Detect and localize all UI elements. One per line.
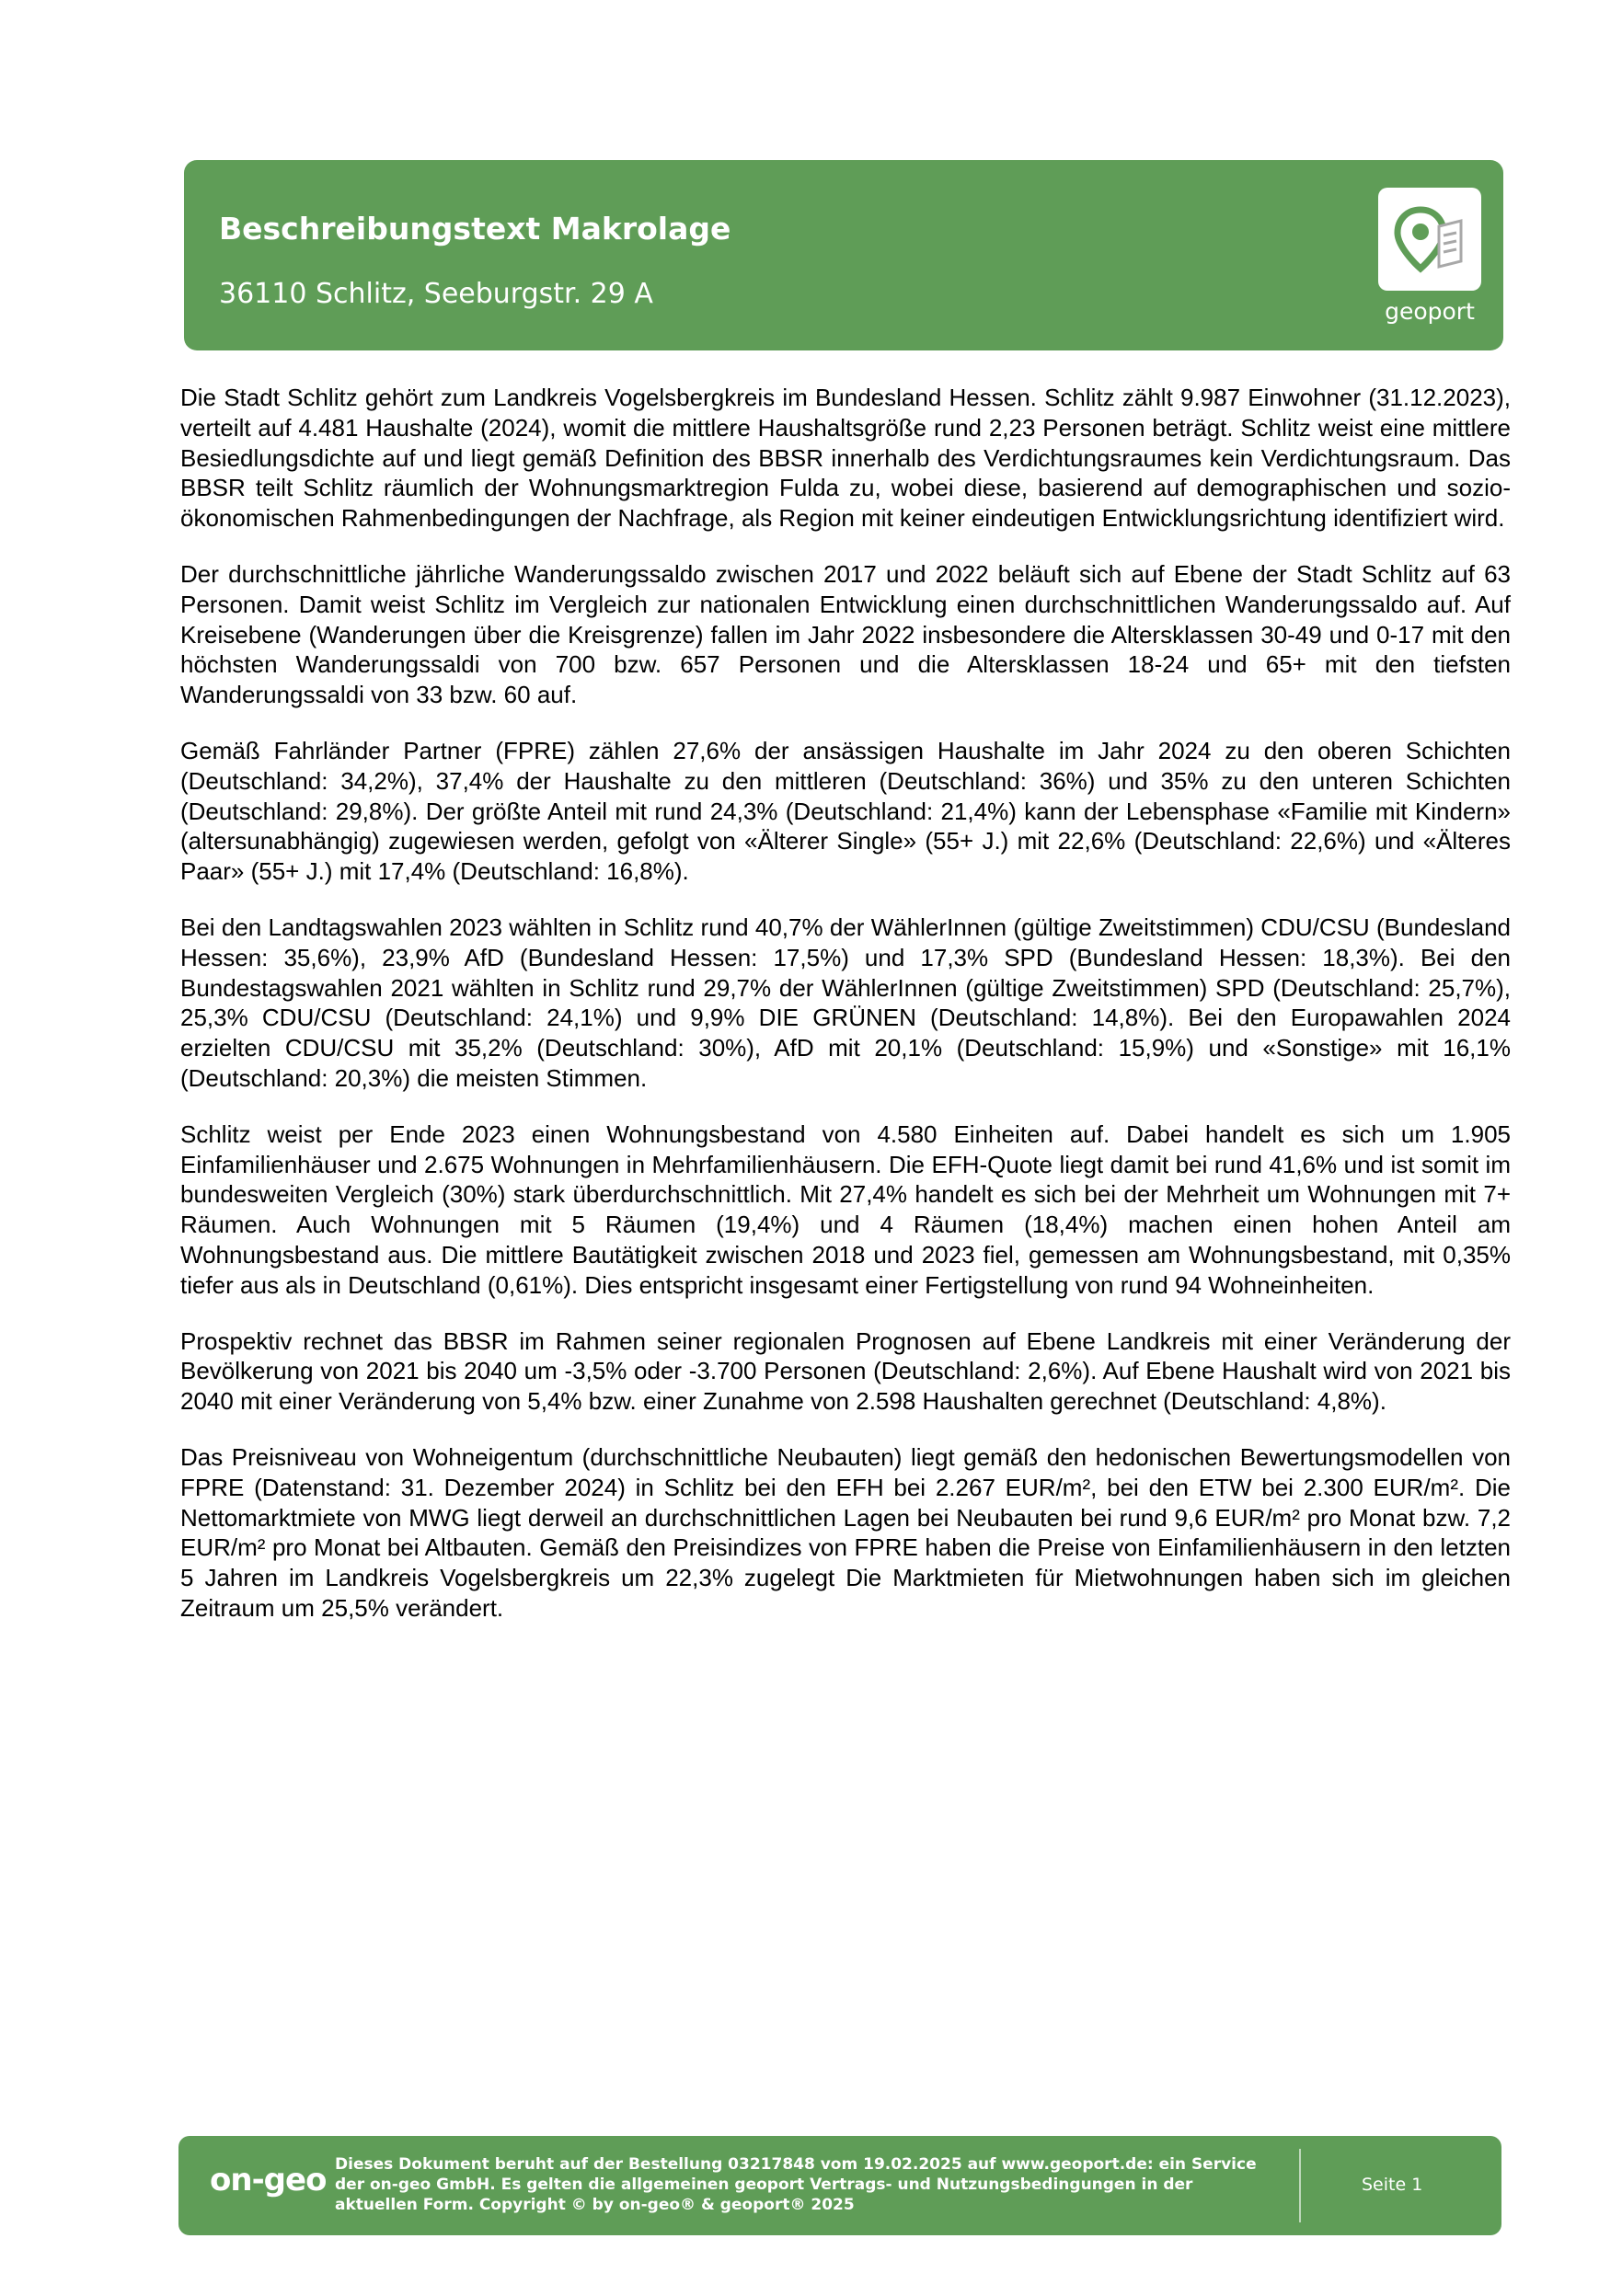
geoport-logo-text: geoport: [1385, 298, 1475, 325]
address-subtitle: 36110 Schlitz, Seeburgstr. 29 A: [219, 278, 653, 310]
page-number: Seite 1: [1362, 2175, 1423, 2195]
description-body: [180, 383, 1511, 1649]
paragraph-housing-stock: Schlitz weist per Ende 2023 einen Wohnungsbestand von 4.580 Einheiten auf. Dabei handelt es sich um 1.905 Einfamilienhäuser und 2.675 Wohnungen in Mehrfamilienhäusern. Die EFH-Quote liegt damit bei rund 41,6% und ist somit im bundesweiten Vergleich (30%) stark überdurchschnittlich. Mit 27,4% handelt es sich bei der Mehrheit um Wohnungen mit 7+ Räumen. Auch Wohnungen mit 5 Räumen (19,4%) und 4 Räumen (18,4%) machen einen hohen Anteil am Wohnungsbestand aus. Die mittlere Bautätigkeit zwischen 2018 und 2023 fiel, gemessen am Wohnungsbestand, mit 0,35% tiefer aus als in Deutschland (0,61%). Dies entspricht insgesamt einer Fertigstellung von rund 94 Wohneinheiten.: [180, 1119, 1511, 1299]
paragraph-forecast: Prospektiv rechnet das BBSR im Rahmen seiner regionalen Prognosen auf Ebene Landkreis mit einer Veränderung der Bevölkerung von 2021 bis 2040 um -3,5% oder -3.700 Personen (Deutschland: 2,6%). Auf Ebene Haushalt wird von 2021 bis 2040 mit einer Veränderung von 5,4% bzw. einer Zunahme von 2.598 Haushalten gerechnet (Deutschland: 4,8%).: [180, 1326, 1511, 1416]
footer-disclaimer: Dieses Dokument beruht auf der Bestellung 03217848 vom 19.02.2025 auf www.geoport.de: ein Service der on-geo GmbH. Es gelten die allgemeinen geoport Vertrags- und Nutzungsbedingungen in der aktuellen Form. Copyright © by on-geo® & geoport® 2025: [335, 2155, 1257, 2214]
geoport-logo-icon: [1378, 188, 1481, 291]
document-footer: [178, 2136, 1501, 2235]
paragraph-prices: Das Preisniveau von Wohneigentum (durchschnittliche Neubauten) liegt gemäß den hedonischen Bewertungsmodellen von FPRE (Datenstand: 31. Dezember 2024) in Schlitz bei den EFH bei 2.267 EUR/m², bei den ETW bei 2.300 EUR/m². Die Nettomarktmiete von MWG liegt derweil an durchschnittlichen Lagen bei Neubauten bei rund 9,6 EUR/m² pro Monat bzw. 7,2 EUR/m² pro Monat bei Altbauten. Gemäß den Preisindizes von FPRE haben die Preise von Einfamilienhäusern in den letzten 5 Jahren im Landkreis Vogelsbergkreis um 22,3% zugelegt Die Marktmieten für Mietwohnungen haben sich im gleichen Zeitraum um 25,5% verändert.: [180, 1442, 1511, 1622]
on-geo-logo: on-geo: [210, 2162, 327, 2198]
document-header: [184, 160, 1503, 350]
paragraph-households: Gemäß Fahrländer Partner (FPRE) zählen 27,6% der ansässigen Haushalte im Jahr 2024 zu den oberen Schichten (Deutschland: 34,2%), 37,4% der Haushalte zu den mittleren (Deutschland: 36%) und 35% zu den unteren Schichten (Deutschland: 29,8%). Der größte Anteil mit rund 24,3% (Deutschland: 21,4%) kann der Lebensphase «Familie mit Kindern» (altersunabhängig) zugewiesen werden, gefolgt von «Älterer Single» (55+ J.) mit 22,6% (Deutschland: 22,6%) und «Älteres Paar» (55+ J.) mit 17,4% (Deutschland: 16,8%).: [180, 736, 1511, 886]
footer-divider: [1299, 2149, 1301, 2222]
paragraph-migration: Der durchschnittliche jährliche Wanderungssaldo zwischen 2017 und 2022 beläuft sich auf Ebene der Stadt Schlitz auf 63 Personen. Damit weist Schlitz im Vergleich zur nationalen Entwicklung einen durchschnittlichen Wanderungssaldo auf. Auf Kreisebene (Wanderungen über die Kreisgrenze) fallen im Jahr 2022 insbesondere die Altersklassen 30-49 und 0-17 mit den höchsten Wanderungssaldi von 700 bzw. 657 Personen und die Altersklassen 18-24 und 65+ mit den tiefsten Wanderungssaldi von 33 bzw. 60 auf.: [180, 559, 1511, 709]
paragraph-population: Die Stadt Schlitz gehört zum Landkreis Vogelsbergkreis im Bundesland Hessen. Schlitz zählt 9.987 Einwohner (31.12.2023), verteilt auf 4.481 Haushalte (2024), womit die mittlere Haushaltsgröße rund 2,23 Personen beträgt. Schlitz weist eine mittlere Besiedlungsdichte auf und liegt gemäß Definition des BBSR innerhalb des Verdichtungsraumes kein Verdichtungsraum. Das BBSR teilt Schlitz räumlich der Wohnungsmarktregion Fulda zu, wobei diese, basierend auf demographischen und sozio-ökonomischen Rahmenbedingungen der Nachfrage, als Region mit keiner eindeutigen Entwicklungsrichtung identifiziert wird.: [180, 384, 1511, 533]
page-title: Beschreibungstext Makrolage: [219, 211, 731, 247]
paragraph-elections: Bei den Landtagswahlen 2023 wählten in Schlitz rund 40,7% der WählerInnen (gültige Zweitstimmen) CDU/CSU (Bundesland Hessen: 35,6%), 23,9% AfD (Bundesland Hessen: 17,5%) und 17,3% SPD (Bundesland Hessen: 18,3%). Bei den Bundestagswahlen 2021 wählten in Schlitz rund 29,7% der WählerInnen (gültige Zweitstimmen) SPD (Deutschland: 25,7%), 25,3% CDU/CSU (Deutschland: 24,1%) und 9,9% DIE GRÜNEN (Deutschland: 14,8%). Bei den Europawahlen 2024 erzielten CDU/CSU mit 35,2% (Deutschland: 30%), AfD mit 20,1% (Deutschland: 15,9%) und «Sonstige» mit 16,1% (Deutschland: 20,3%) die meisten Stimmen.: [180, 913, 1511, 1092]
